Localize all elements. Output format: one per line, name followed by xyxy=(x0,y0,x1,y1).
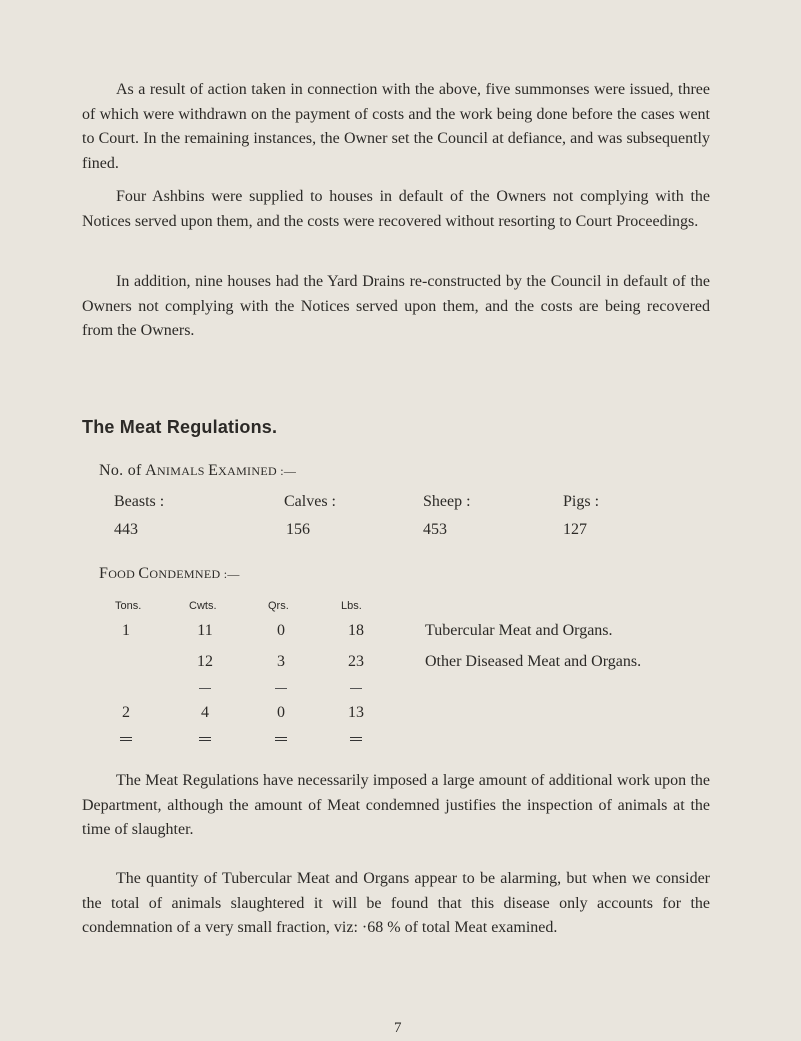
animal-label-beasts: Beasts : xyxy=(114,493,165,510)
paragraph-tubercular-fraction: The quantity of Tubercular Meat and Organs appear to be alarming, but when we consider the total of animals slaughtered it will be found that this disease only accounts for the condemnation of a very small fraction, viz: ·68 % of total Meat examined. xyxy=(82,870,710,936)
total-tons: 2 xyxy=(122,704,130,721)
total-qrs: 0 xyxy=(277,704,285,721)
animal-value-pigs: 127 xyxy=(563,521,587,538)
total-double-rule-qrs xyxy=(275,737,287,741)
animal-label-calves: Calves : xyxy=(284,493,336,510)
animal-value-sheep: 453 xyxy=(423,521,447,538)
row1-tons: 1 xyxy=(122,622,130,639)
row2-lbs: 23 xyxy=(348,653,364,670)
row1-cwts: 11 xyxy=(197,622,213,639)
animal-value-calves: 156 xyxy=(286,521,310,538)
row1-lbs: 18 xyxy=(348,622,364,639)
meat-regulations-heading: The Meat Regulations. xyxy=(82,417,278,437)
row2-cwts: 12 xyxy=(197,653,213,670)
column-header-tons: Tons. xyxy=(115,600,142,612)
subtotal-rule-qrs xyxy=(275,688,287,689)
row2-qrs: 3 xyxy=(277,653,285,670)
column-header-cwts: Cwts. xyxy=(189,600,217,612)
animal-label-sheep: Sheep : xyxy=(423,493,471,510)
column-header-qrs: Qrs. xyxy=(268,600,289,612)
animal-label-pigs: Pigs : xyxy=(563,493,600,510)
animal-value-beasts: 443 xyxy=(114,521,138,538)
subtotal-rule-lbs xyxy=(350,688,362,689)
total-double-rule-cwts xyxy=(199,737,211,741)
food-condemned-heading: FOOD CONDEMNED :— xyxy=(99,565,240,582)
paragraph-summonses: As a result of action taken in connection with the above, five summonses were issued, three of which were withdrawn on the payment of costs and the work being done before the cases went to Court. In the remaining instances, the Owner set the Council at defiance, and was subsequently fined. xyxy=(82,81,710,172)
total-lbs: 13 xyxy=(348,704,364,721)
paragraph-yard-drains: In addition, nine houses had the Yard Drains re-constructed by the Council in default of the Owners not complying with the Notices served upon them, and the costs are being recovered from the Owners. xyxy=(82,273,710,339)
subtotal-rule-cwts xyxy=(199,688,211,689)
page-number: 7 xyxy=(394,1020,402,1036)
total-cwts: 4 xyxy=(201,704,209,721)
total-double-rule-lbs xyxy=(350,737,362,741)
row2-description: Other Diseased Meat and Organs. xyxy=(425,653,642,670)
paragraph-ashbins: Four Ashbins were supplied to houses in default of the Owners not complying with the Notices served upon them, and the costs were recovered without resorting to Court Proceedings. xyxy=(82,188,710,230)
total-double-rule-tons xyxy=(120,737,132,741)
paragraph-meat-regulations-work: The Meat Regulations have necessarily imposed a large amount of additional work upon the Department, although the amount of Meat condemned justifies the inspection of animals at the time of slaughter. xyxy=(82,772,710,838)
row1-qrs: 0 xyxy=(277,622,285,639)
column-header-lbs: Lbs. xyxy=(341,600,362,612)
animals-examined-heading: No. of ANIMALS EXAMINED :— xyxy=(99,462,297,479)
row1-description: Tubercular Meat and Organs. xyxy=(425,622,613,639)
